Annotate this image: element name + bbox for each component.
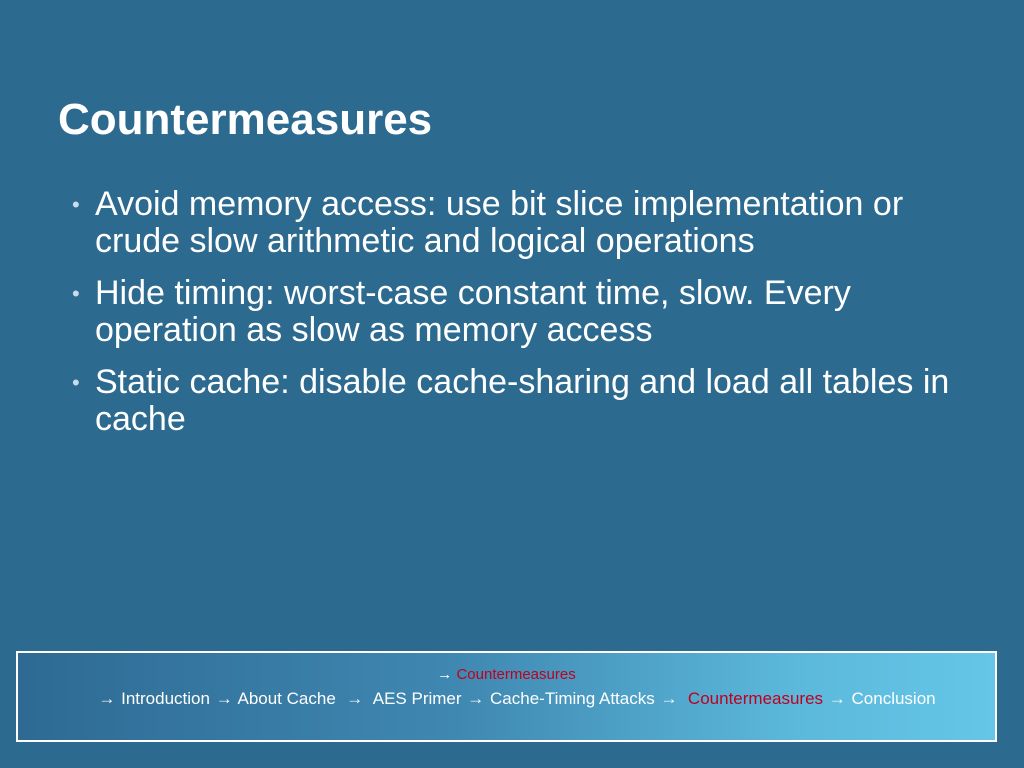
arrow-icon: →: [437, 666, 453, 683]
bullet-text: Static cache: disable cache-sharing and load all tables in cache: [95, 363, 950, 438]
arrow-icon: →: [828, 689, 846, 708]
bullet-item: [72, 275, 972, 349]
bullet-icon: •: [72, 281, 80, 306]
nav-current-section: [18, 666, 995, 684]
nav-link-aes-primer[interactable]: AES Primer: [372, 689, 462, 708]
nav-link-countermeasures[interactable]: Countermeasures: [687, 689, 824, 708]
arrow-icon: →: [215, 689, 233, 708]
nav-link-conclusion[interactable]: Conclusion: [851, 689, 936, 708]
bullet-icon: •: [72, 192, 80, 217]
bullet-item: [72, 364, 972, 438]
bullet-icon: •: [72, 370, 80, 395]
bullet-text: Hide timing: worst-case constant time, slow. Every operation as slow as memory access: [95, 274, 851, 349]
arrow-icon: →: [660, 689, 678, 708]
nav-link-introduction[interactable]: Introduction: [121, 689, 210, 708]
arrow-icon: →: [98, 689, 116, 708]
bullet-text: Avoid memory access: use bit slice implementation or crude slow arithmetic and logical operations: [95, 185, 904, 260]
nav-link-cache-timing-attacks[interactable]: Cache-Timing Attacks: [490, 689, 655, 708]
slide-title: Countermeasures: [58, 95, 433, 144]
arrow-icon: →: [346, 689, 364, 708]
nav-link-about-cache[interactable]: About Cache: [237, 689, 336, 708]
nav-trail: [78, 687, 955, 711]
nav-current-label: Countermeasures: [456, 666, 576, 683]
navigation-panel: [16, 651, 997, 742]
arrow-icon: →: [467, 689, 485, 708]
bullet-item: [72, 186, 972, 260]
bullet-list: [72, 186, 972, 453]
